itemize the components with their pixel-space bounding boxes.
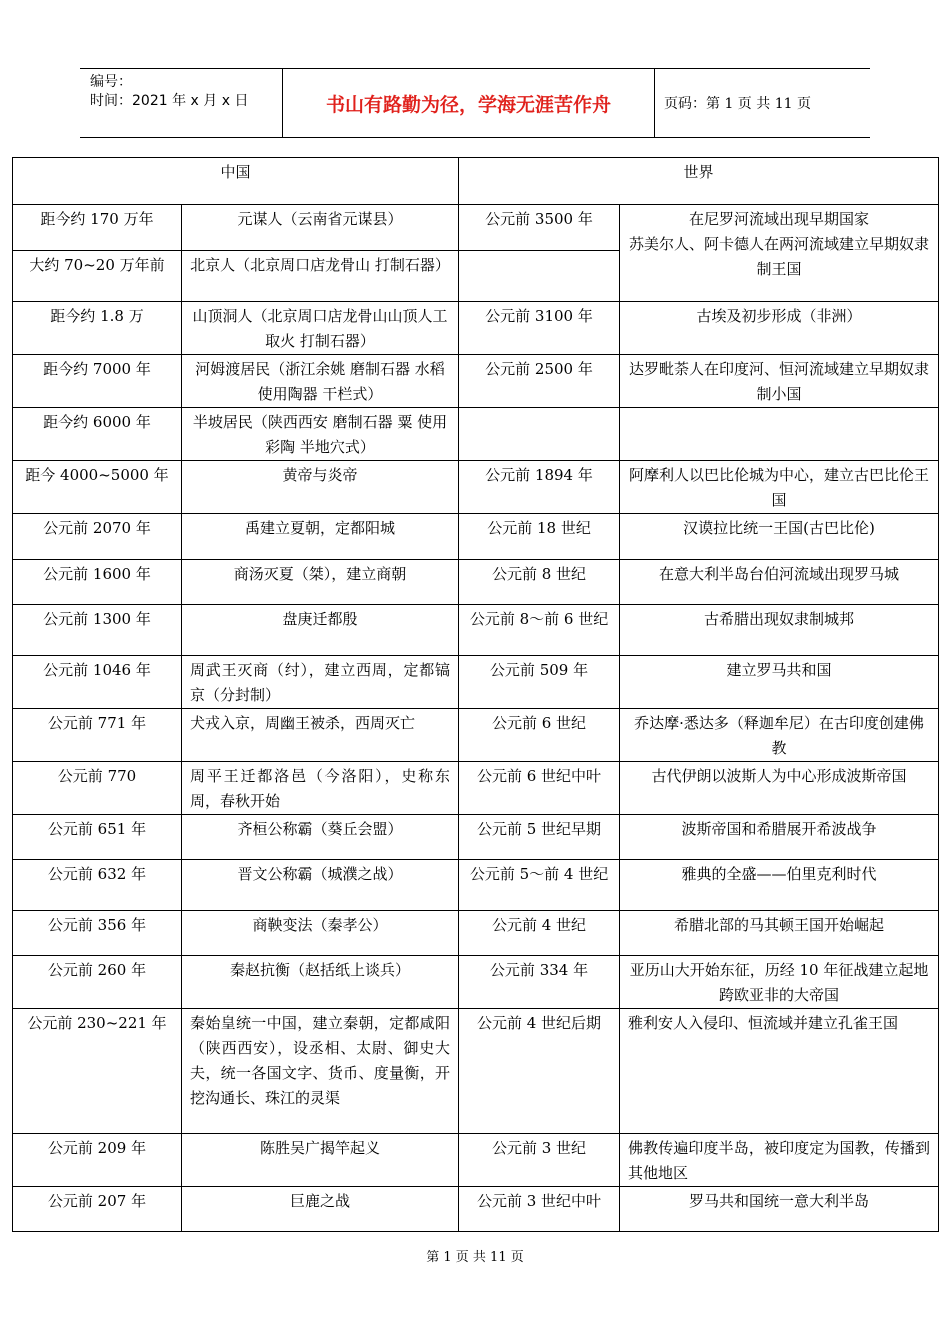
world-event [620, 408, 939, 461]
world-date [459, 408, 620, 461]
china-event: 半坡居民（陕西西安 磨制石器 粟 使用彩陶 半地穴式） [182, 408, 459, 461]
china-date: 大约 70~20 万年前 [13, 251, 182, 302]
china-date: 公元前 651 年 [13, 815, 182, 860]
world-event-line: 在尼罗河流域出现早期国家 [689, 210, 870, 228]
world-date: 公元前 6 世纪中叶 [459, 762, 620, 815]
table-row [13, 1134, 939, 1187]
china-date: 公元前 356 年 [13, 911, 182, 956]
china-event: 周平王迁都洛邑（今洛阳），史称东周，春秋开始 [182, 762, 459, 815]
world-date: 公元前 2500 年 [459, 355, 620, 408]
column-header-china: 中国 [13, 158, 459, 205]
china-date: 公元前 771 年 [13, 709, 182, 762]
table-row [13, 911, 939, 956]
table-row [13, 605, 939, 656]
table-row [13, 762, 939, 815]
table-row [13, 1187, 939, 1232]
china-date: 距今约 6000 年 [13, 408, 182, 461]
china-date: 公元前 260 年 [13, 956, 182, 1009]
table-row [13, 1009, 939, 1134]
china-date: 公元前 230~221 年 [13, 1009, 182, 1134]
table-row [13, 461, 939, 514]
world-event: 雅典的全盛——伯里克利时代 [620, 860, 939, 911]
table-row [13, 709, 939, 762]
world-date: 公元前 3100 年 [459, 302, 620, 355]
table-row [13, 656, 939, 709]
china-date: 公元前 1046 年 [13, 656, 182, 709]
world-event: 古希腊出现奴隶制城邦 [620, 605, 939, 656]
china-date: 距今约 170 万年 [13, 205, 182, 251]
world-event: 罗马共和国统一意大利半岛 [620, 1187, 939, 1232]
page-footer: 第 1 页 共 11 页 [426, 1250, 524, 1265]
china-event: 周武王灭商（纣），建立西周，定都镐京（分封制） [182, 656, 459, 709]
china-date: 公元前 209 年 [13, 1134, 182, 1187]
china-event: 盘庚迁都殷 [182, 605, 459, 656]
china-event: 商汤灭夏（桀），建立商朝 [182, 560, 459, 605]
china-event: 禹建立夏朝，定都阳城 [182, 514, 459, 560]
world-date: 公元前 3 世纪中叶 [459, 1187, 620, 1232]
timeline-table [12, 157, 939, 1232]
number-label: 编号： [90, 74, 132, 90]
china-event: 秦始皇统一中国，建立秦朝，定都咸阳（陕西西安），设丞相、太尉、御史大夫，统一各国文字、货币、度量衡，开挖沟通长、珠江的灵渠 [182, 1009, 459, 1134]
world-date: 公元前 18 世纪 [459, 514, 620, 560]
world-date [459, 251, 620, 302]
china-date: 公元前 770 [13, 762, 182, 815]
world-event: 波斯帝国和希腊展开希波战争 [620, 815, 939, 860]
world-date: 公元前 3500 年 [459, 205, 620, 251]
header-motto: 书山有路勤为径，学海无涯苦作舟 [325, 93, 611, 116]
table-row [13, 355, 939, 408]
world-date: 公元前 4 世纪 [459, 911, 620, 956]
china-event: 巨鹿之战 [182, 1187, 459, 1232]
world-event-line: 苏美尔人、阿卡德人在两河流域建立早期奴隶制王国 [629, 235, 930, 278]
world-date: 公元前 5 世纪早期 [459, 815, 620, 860]
china-event: 陈胜吴广揭竿起义 [182, 1134, 459, 1187]
table-row [13, 815, 939, 860]
china-event: 北京人（北京周口店龙骨山 打制石器） [182, 251, 459, 302]
world-date: 公元前 3 世纪 [459, 1134, 620, 1187]
table-row [13, 408, 939, 461]
table-row [13, 514, 939, 560]
date-line: 时间：2021 年 x 月 x 日 [90, 93, 249, 109]
china-date: 距今约 7000 年 [13, 355, 182, 408]
china-event: 商鞅变法（秦孝公） [182, 911, 459, 956]
world-event: 汉谟拉比统一王国(古巴比伦) [620, 514, 939, 560]
china-date: 公元前 632 年 [13, 860, 182, 911]
china-date: 距今约 1.8 万 [13, 302, 182, 355]
china-event: 山顶洞人（北京周口店龙骨山山顶人工取火 打制石器） [182, 302, 459, 355]
world-event: 佛教传遍印度半岛，被印度定为国教，传播到其他地区 [620, 1134, 939, 1187]
world-date: 公元前 509 年 [459, 656, 620, 709]
world-event: 古埃及初步形成（非洲） [620, 302, 939, 355]
china-event: 秦赵抗衡（赵括纸上谈兵） [182, 956, 459, 1009]
china-date: 公元前 207 年 [13, 1187, 182, 1232]
world-date: 公元前 1894 年 [459, 461, 620, 514]
table-row [13, 860, 939, 911]
world-event [620, 205, 939, 302]
world-event: 建立罗马共和国 [620, 656, 939, 709]
world-date: 公元前 8 世纪 [459, 560, 620, 605]
world-date: 公元前 4 世纪后期 [459, 1009, 620, 1134]
document-header [80, 68, 870, 138]
world-date: 公元前 5～前 4 世纪 [459, 860, 620, 911]
china-event: 河姆渡居民（浙江余姚 磨制石器 水稻 使用陶器 干栏式） [182, 355, 459, 408]
column-header-world: 世界 [459, 158, 939, 205]
china-date: 距今 4000~5000 年 [13, 461, 182, 514]
china-date: 公元前 2070 年 [13, 514, 182, 560]
header-divider [654, 69, 655, 137]
table-row [13, 956, 939, 1009]
world-event: 希腊北部的马其顿王国开始崛起 [620, 911, 939, 956]
china-date: 公元前 1300 年 [13, 605, 182, 656]
table-row [13, 560, 939, 605]
china-event: 晋文公称霸（城濮之战） [182, 860, 459, 911]
china-event: 齐桓公称霸（葵丘会盟） [182, 815, 459, 860]
world-date: 公元前 334 年 [459, 956, 620, 1009]
world-event: 古代伊朗以波斯人为中心形成波斯帝国 [620, 762, 939, 815]
world-event: 阿摩利人以巴比伦城为中心，建立古巴比伦王国 [620, 461, 939, 514]
china-event: 元谋人（云南省元谋县） [182, 205, 459, 251]
world-event: 在意大利半岛台伯河流域出现罗马城 [620, 560, 939, 605]
table-header-row [13, 158, 939, 205]
world-event: 达罗毗荼人在印度河、恒河流域建立早期奴隶制小国 [620, 355, 939, 408]
world-event: 乔达摩·悉达多（释迦牟尼）在古印度创建佛教 [620, 709, 939, 762]
world-event: 雅利安人入侵印、恒流域并建立孔雀王国 [620, 1009, 939, 1134]
table-row [13, 302, 939, 355]
world-date: 公元前 6 世纪 [459, 709, 620, 762]
header-page-info: 页码：第 1 页 共 11 页 [664, 96, 811, 112]
world-event: 亚历山大开始东征，历经 10 年征战建立起地跨欧亚非的大帝国 [620, 956, 939, 1009]
table-row [13, 205, 939, 251]
header-meta [90, 73, 248, 111]
china-event: 犬戎入京，周幽王被杀，西周灭亡 [182, 709, 459, 762]
world-date: 公元前 8～前 6 世纪 [459, 605, 620, 656]
china-date: 公元前 1600 年 [13, 560, 182, 605]
china-event: 黄帝与炎帝 [182, 461, 459, 514]
